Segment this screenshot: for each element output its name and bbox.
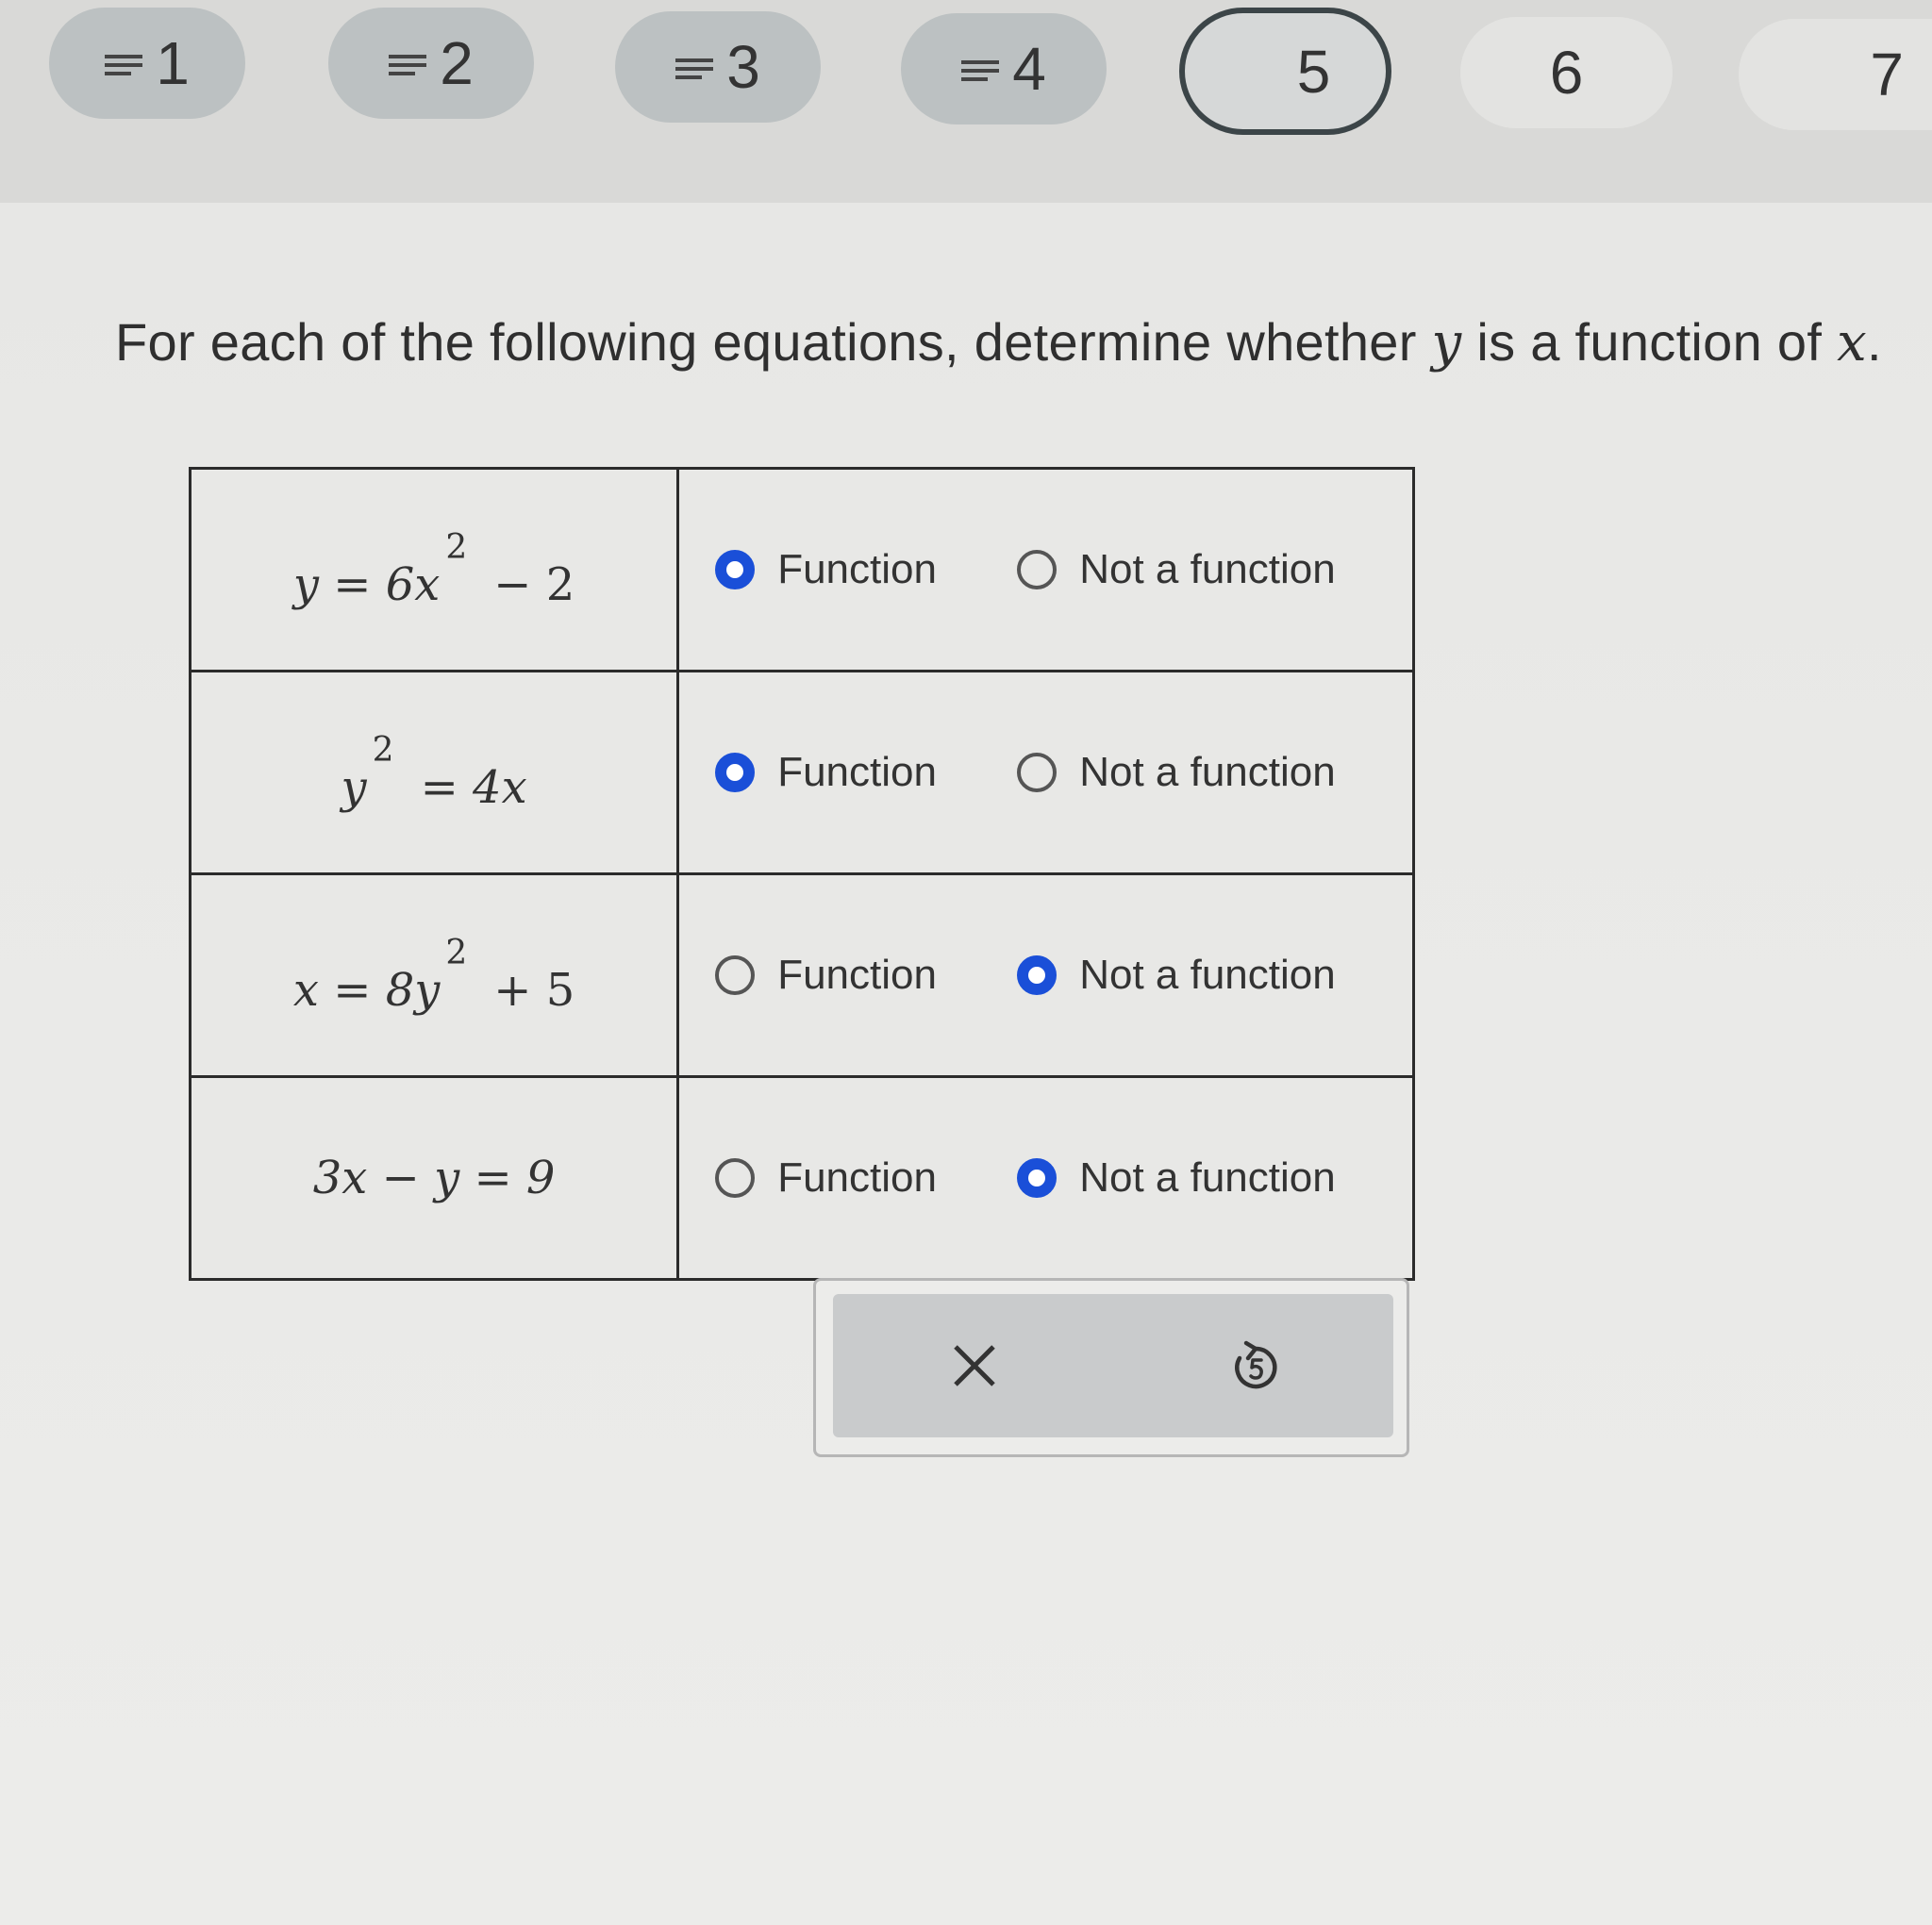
options-cell <box>678 1077 1414 1280</box>
equation-lhs: y = 6x <box>292 558 441 611</box>
question-6-number: 6 <box>1549 39 1584 107</box>
not-a-function-label: Not a function <box>1079 749 1336 795</box>
equation-exponent: 2 <box>372 731 394 770</box>
question-6-button[interactable] <box>1460 17 1673 128</box>
prompt-text-3: . <box>1866 312 1882 372</box>
question-4-number: 4 <box>1012 35 1046 103</box>
equation-lhs: y <box>341 761 367 814</box>
options-cell <box>678 672 1414 874</box>
prompt-var-x: x <box>1837 312 1867 373</box>
equation-exponent: 2 <box>445 528 468 567</box>
radio-unselected-icon[interactable] <box>1017 753 1057 792</box>
answered-lines-icon <box>105 49 142 81</box>
clear-button[interactable] <box>937 1328 1012 1403</box>
equation-lhs: x = 8y <box>292 964 441 1017</box>
equation-lhs: 3x − y = 9 <box>312 1152 556 1204</box>
question-3-button[interactable] <box>615 11 821 123</box>
radio-selected-icon[interactable] <box>715 550 755 589</box>
not-a-function-label: Not a function <box>1079 1154 1336 1201</box>
options-cell <box>678 874 1414 1077</box>
question-5-button[interactable] <box>1179 8 1391 135</box>
function-label: Function <box>777 1154 937 1201</box>
function-option[interactable] <box>715 952 1017 999</box>
undo-button[interactable] <box>1218 1328 1293 1403</box>
answer-actions-panel <box>813 1278 1409 1457</box>
answered-lines-icon <box>675 53 713 85</box>
function-option[interactable] <box>715 546 1017 593</box>
answer-actions-bar <box>833 1294 1393 1437</box>
not-a-function-option[interactable] <box>1017 546 1336 593</box>
equation-exponent: 2 <box>445 934 468 972</box>
function-option[interactable] <box>715 749 1017 796</box>
radio-selected-icon[interactable] <box>1017 1158 1057 1198</box>
question-7-button[interactable] <box>1739 19 1932 130</box>
prompt-var-y: y <box>1431 312 1462 373</box>
radio-unselected-icon[interactable] <box>715 955 755 995</box>
prompt-text-2: is a function of <box>1461 312 1838 372</box>
question-navigation-bar <box>0 0 1932 203</box>
question-prompt <box>115 311 1882 373</box>
table-row <box>191 672 1414 874</box>
table-row <box>191 469 1414 672</box>
equation-cell <box>191 469 678 672</box>
function-label: Function <box>777 546 937 592</box>
not-a-function-option[interactable] <box>1017 749 1336 796</box>
equation-rhs: + 5 <box>493 964 575 1017</box>
radio-unselected-icon[interactable] <box>715 1158 755 1198</box>
radio-unselected-icon[interactable] <box>1017 550 1057 589</box>
options-cell <box>678 469 1414 672</box>
equation-cell <box>191 672 678 874</box>
equation-rhs: − 2 <box>493 558 575 611</box>
undo-icon <box>1227 1337 1284 1394</box>
not-a-function-option[interactable] <box>1017 952 1336 999</box>
table-row <box>191 874 1414 1077</box>
answer-table <box>189 467 1415 1281</box>
equation-cell <box>191 874 678 1077</box>
question-1-button[interactable] <box>49 8 245 119</box>
question-5-number: 5 <box>1296 37 1331 106</box>
prompt-text-1: For each of the following equations, determine whether <box>115 312 1432 372</box>
not-a-function-label: Not a function <box>1079 546 1336 592</box>
equation-rhs: = 4x <box>420 761 527 814</box>
function-label: Function <box>777 952 937 998</box>
question-7-number: 7 <box>1870 41 1904 108</box>
radio-selected-icon[interactable] <box>1017 955 1057 995</box>
answered-lines-icon <box>389 49 426 81</box>
table-row <box>191 1077 1414 1280</box>
question-3-number: 3 <box>726 33 760 101</box>
function-option[interactable] <box>715 1154 1017 1202</box>
close-icon <box>950 1341 999 1390</box>
equation-cell <box>191 1077 678 1280</box>
answered-lines-icon <box>961 55 999 87</box>
question-2-number: 2 <box>440 29 474 97</box>
not-a-function-option[interactable] <box>1017 1154 1336 1202</box>
question-2-button[interactable] <box>328 8 534 119</box>
question-4-button[interactable] <box>901 13 1107 124</box>
not-a-function-label: Not a function <box>1079 952 1336 998</box>
radio-selected-icon[interactable] <box>715 753 755 792</box>
question-1-number: 1 <box>156 29 190 97</box>
function-label: Function <box>777 749 937 795</box>
